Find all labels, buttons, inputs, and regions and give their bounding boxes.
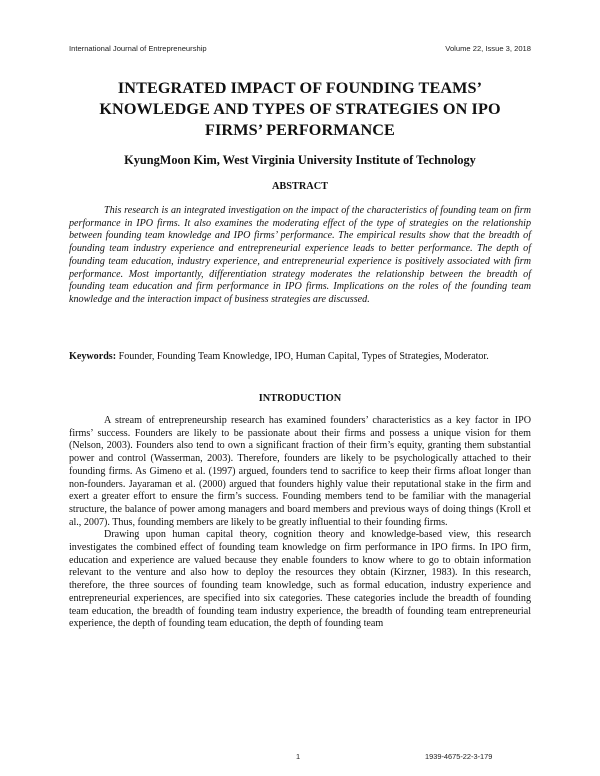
- title-line-1: INTEGRATED IMPACT OF FOUNDING TEAMS’: [117, 79, 483, 97]
- introduction-heading: INTRODUCTION: [258, 393, 342, 404]
- keywords-label: Keywords:: [69, 351, 117, 362]
- volume-issue: Volume 22, Issue 3, 2018: [445, 44, 531, 53]
- journal-name: International Journal of Entrepreneurship: [69, 44, 207, 53]
- introduction-body: [69, 415, 531, 631]
- author-line: KyungMoon Kim, West Virginia University Institute of Technology: [124, 153, 476, 167]
- keywords: [69, 351, 531, 364]
- abstract-heading: ABSTRACT: [271, 181, 329, 192]
- title-line-3: FIRMS’ PERFORMANCE: [205, 121, 395, 139]
- running-header: [69, 44, 531, 53]
- page-number: 1: [296, 752, 301, 761]
- paragraph: Drawing upon human capital theory, cognition theory and knowledge-based view, this research investigates the combined effect of founding team knowledge on firm performance in IPO firms. In IPO firm, education and experience are valued because they enable founders to know where to go to obtain information relevant to the venture and also how to deploy the resources they obtain (Kirzner, 1983). In this research, therefore, the three sources of founding team knowledge, such as formal education, industry experience and entrepreneurial experiences, are specified into six categories. These categories include the breadth of founding team education, the breadth of founding team industry experience, the breadth of founding team entrepreneurial experience, the depth of founding team education, the depth of founding team: [69, 529, 531, 630]
- article-id: 1939-4675-22-3-179: [425, 752, 493, 761]
- paper-title: [60, 78, 540, 141]
- abstract-text: This research is an integrated investigation on the impact of the characteristics of founding team on firm performance in IPO firms. It also examines the moderating effect of the type of strategies on the relationship between founding team knowledge and IPO firms’ performance. The empirical results show that the breadth of founding team industry experience and entrepreneurial experience leads to better performance. The depth of founding team education, industry experience, and entrepreneurial experience is positively associated with firm performance. Most importantly, differentiation strategy moderates the relationship between the breadth of founding team education and firm performance in IPO firms. Implications on the roles of the founding team knowledge and the interaction impact of business strategies are discussed.: [69, 205, 531, 305]
- paragraph: A stream of entrepreneurship research has examined founders’ characteristics as a key factor in IPO firms’ success. Founders are likely to be passionate about their firms and possess a unique vision for them (Nelson, 2003). Founders also tend to own a significant fraction of their firm’s equity, granting them substantial power and control (Wasserman, 2003). Therefore, founders are likely to be psychologically attached to their founding firms. As Gimeno et al. (1997) argued, founders tend to sacrifice to keep their firms afloat longer than non-founders. Jayaraman et al. (2000) argued that founders highly value their reputational stake in the firm and exert a greater effort to ensure the firm’s success. Founding members tend to be familiar with the managerial structure, the balance of power among managers and board members and previous ways of doing things (Kroll et al., 2007). Thus, founding members are likely to be greatly influential to their founding firms.: [69, 415, 531, 528]
- keywords-list: Founder, Founding Team Knowledge, IPO, Human Capital, Types of Strategies, Moderator.: [118, 351, 489, 362]
- title-line-2: KNOWLEDGE AND TYPES OF STRATEGIES ON IPO: [99, 100, 501, 118]
